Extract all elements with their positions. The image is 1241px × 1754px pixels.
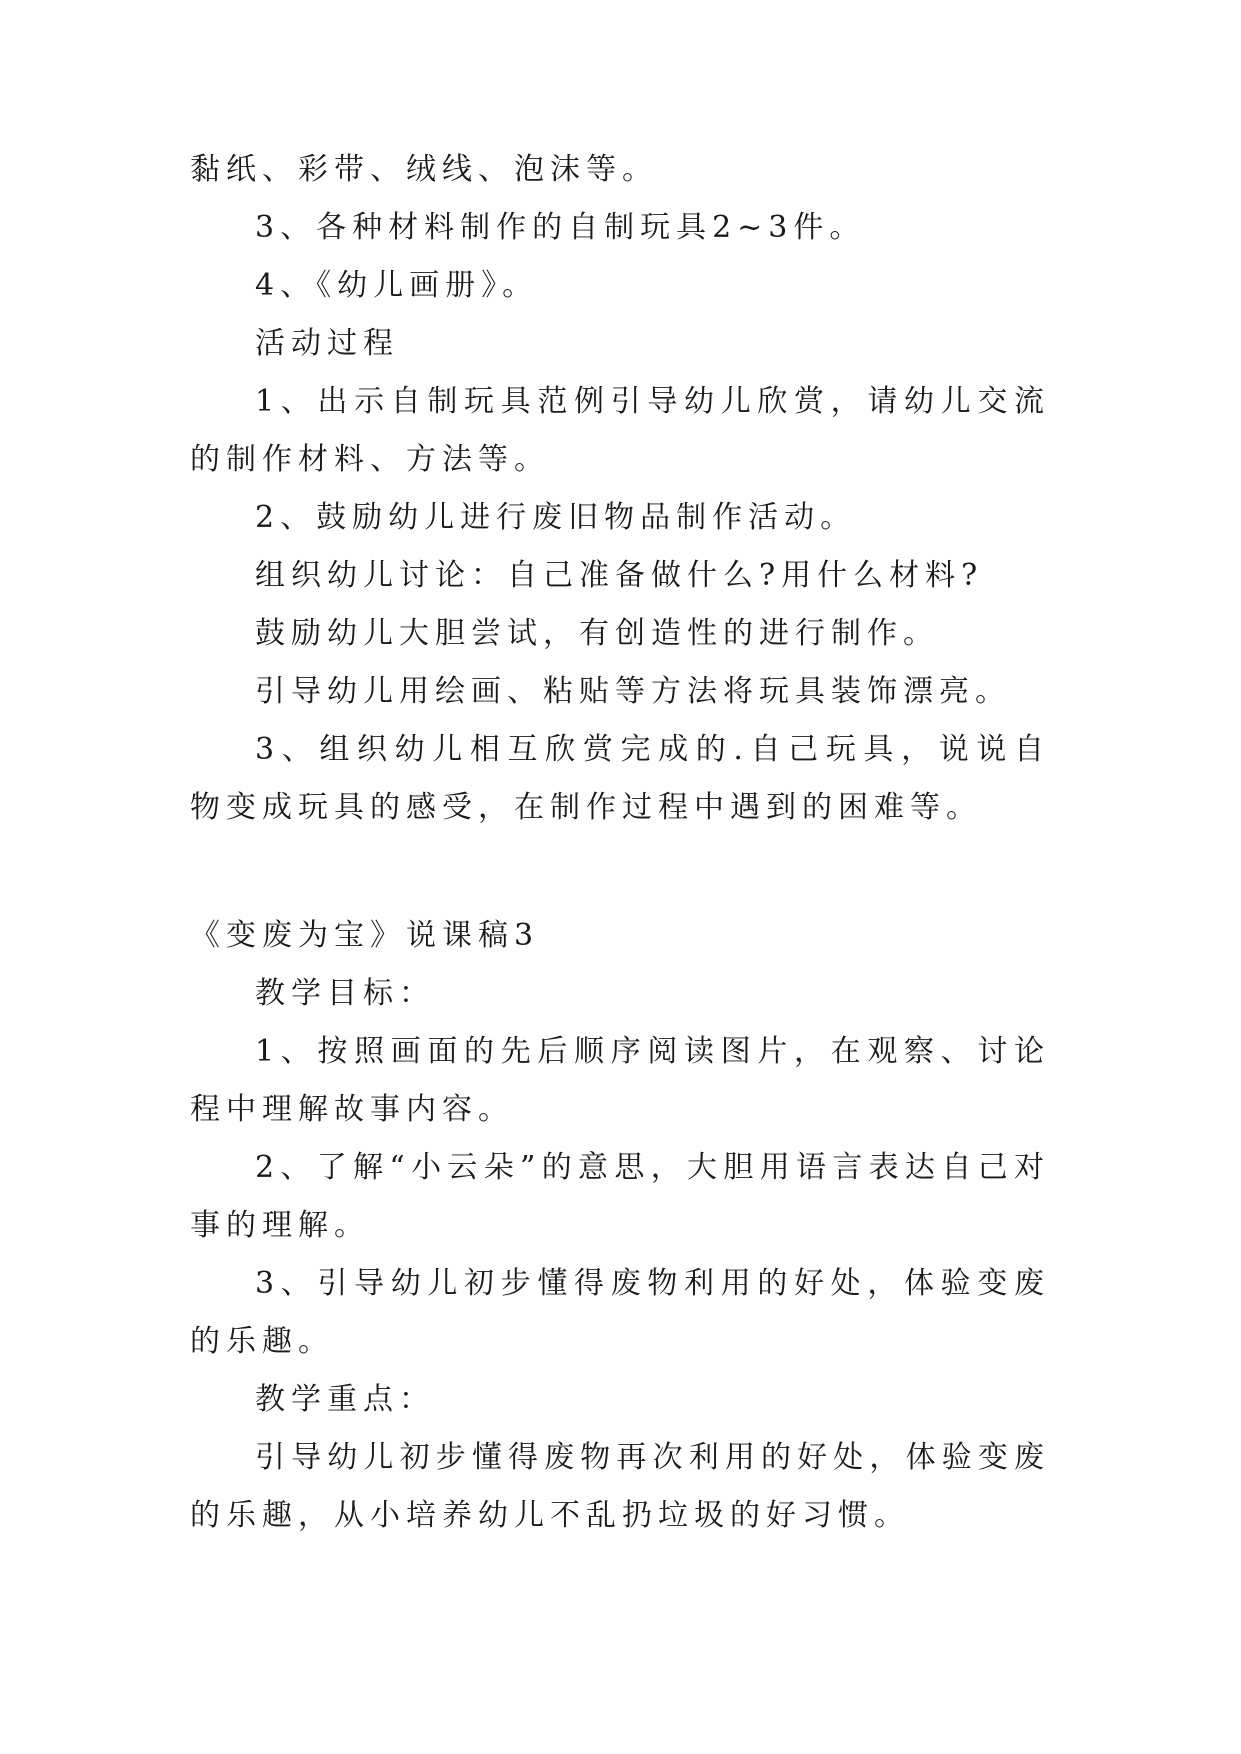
- text-line: 的乐趣。: [190, 1324, 334, 1359]
- text-line: 的乐趣，从小培养幼儿不乱扔垃圾的好习惯。: [190, 1498, 910, 1533]
- text-line: 2、鼓励幼儿进行废旧物品制作活动。: [255, 500, 857, 535]
- text-line: 1、出示自制玩具范例引导幼儿欣赏，请幼儿交流: [255, 384, 1050, 419]
- text-line: 事的理解。: [190, 1208, 370, 1243]
- text-line: 3、组织幼儿相互欣赏完成的.自己玩具，说说自: [255, 732, 1050, 767]
- text-line: 组织幼儿讨论：自己准备做什么?用什么材料?: [255, 558, 984, 593]
- section-heading: 活动过程: [255, 326, 399, 361]
- text-line: 程中理解故事内容。: [190, 1092, 514, 1127]
- text-line: 物变成玩具的感受，在制作过程中遇到的困难等。: [190, 790, 982, 825]
- document-title: 《变废为宝》说课稿3: [190, 918, 540, 953]
- text-line: 1、按照画面的先后顺序阅读图片，在观察、讨论: [255, 1034, 1050, 1069]
- text-line: 3、各种材料制作的自制玩具2~3件。: [255, 210, 866, 245]
- text-line: 的制作材料、方法等。: [190, 442, 550, 477]
- text-line: 3、引导幼儿初步懂得废物利用的好处，体验变废: [255, 1266, 1050, 1301]
- text-line: 4、《幼儿画册》。: [255, 268, 539, 303]
- text-line: 引导幼儿用绘画、粘贴等方法将玩具装饰漂亮。: [255, 674, 1011, 709]
- text-line: 2、了解“小云朵”的意思，大胆用语言表达自己对: [255, 1150, 1050, 1185]
- section-heading: 教学目标：: [255, 976, 435, 1011]
- text-line: 引导幼儿初步懂得废物再次利用的好处，体验变废: [255, 1440, 1050, 1475]
- text-line: 鼓励幼儿大胆尝试，有创造性的进行制作。: [255, 616, 939, 651]
- section-heading: 教学重点：: [255, 1382, 435, 1417]
- text-line: 黏纸、彩带、绒线、泡沫等。: [190, 152, 658, 187]
